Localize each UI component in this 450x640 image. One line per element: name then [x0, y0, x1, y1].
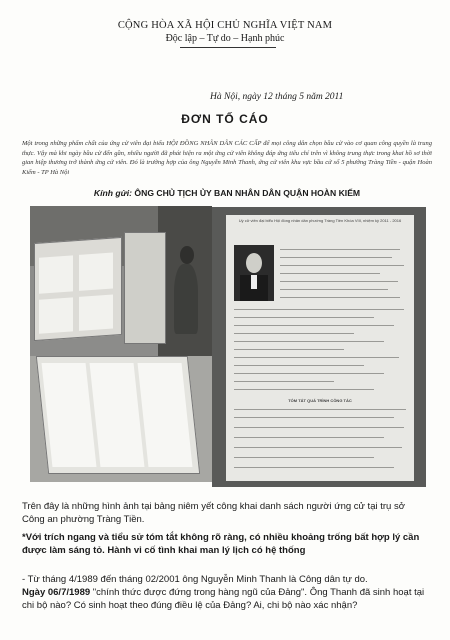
timeline-item: [22, 586, 432, 612]
timeline-date: Ngày 06/7/1989: [22, 587, 91, 598]
recipient-label: Kính gửi:: [93, 188, 133, 198]
timeline-item: - Từ tháng 4/1989 đến tháng 02/2001 ông Nguyễn Minh Thanh là Công dân tự do.: [22, 574, 368, 585]
notice-board-photo: [30, 206, 212, 482]
recipient-line: [22, 188, 432, 198]
document-title: ĐƠN TỐ CÁO: [181, 112, 269, 126]
candidate-profile-sheet: [226, 215, 414, 481]
person-figure: [174, 264, 198, 334]
national-motto: Độc lập – Tự do – Hạnh phúc: [165, 33, 285, 44]
timeline-paragraph: [22, 573, 432, 612]
motto-underline: [180, 47, 276, 48]
work-history-heading: TÓM TẮT QUÁ TRÌNH CÔNG TÁC: [288, 398, 352, 403]
candidate-board: [34, 237, 122, 341]
allegation-text: Với trích ngang và tiểu sử tóm tắt không rõ ràng, có nhiều khoảng trống bất hợp lý cần được làm sáng tỏ. Hành vi cố tình khai man lý lịch có hệ thống: [22, 532, 420, 556]
candidate-list-board: [36, 356, 200, 474]
photo-caption: Trên đây là những hình ảnh tại bảng niêm yết công khai danh sách người ứng cử tại trụ sở Công an phường Tràng Tiền.: [22, 501, 405, 525]
bullet-star: *: [22, 532, 26, 543]
national-title: CỘNG HÒA XÃ HỘI CHỦ NGHĨA VIỆT NAM: [117, 20, 333, 31]
candidate-profile-photo: [212, 207, 426, 487]
timeline-text: "chính thức được đứng trong hàng ngũ của Đảng". Ông Thanh đã sinh hoạt tại chi bộ nào? Có sinh hoạt theo đúng điều lệ của Đảng? Ai, chi bộ nào xác nhận?: [22, 587, 425, 611]
profile-heading: Uỷ cử viên đại biểu Hội đồng nhân dân phường Tràng Tiền Khóa VIII, nhiệm kỳ 2011 - 2016: [238, 218, 402, 223]
recipient-name: ÔNG CHỦ TỊCH ỦY BAN NHÂN DÂN QUẬN HOÀN KIẾM: [134, 188, 361, 198]
candidate-portrait: [234, 245, 274, 301]
date-line: Hà Nội, ngày 12 tháng 5 năm 2011: [210, 92, 344, 102]
intro-paragraph: Một trong những phẩm chất của ứng cử viên đại biểu HỘI ĐỒNG NHÂN DÂN CÁC CẤP để mọi công dân chọn bầu cử vào cơ quan công quyền là trung thực. Vậy mà khi ngày bầu cử đến gần, nhiều người đã phát hiện ra một ứng cử viên không đáp ứng tiêu chí trên vì không trung thực trong khai hồ sơ thời gian hiệp thương trở thành ứng cử viên. Đó là trường hợp của ông Nguyễn Minh Thanh, ứng cử viên khu vực bầu cử số 5 phường Tràng Tiền - quận Hoàn Kiếm - TP Hà Nội: [22, 140, 432, 176]
allegation-paragraph: [22, 531, 432, 557]
